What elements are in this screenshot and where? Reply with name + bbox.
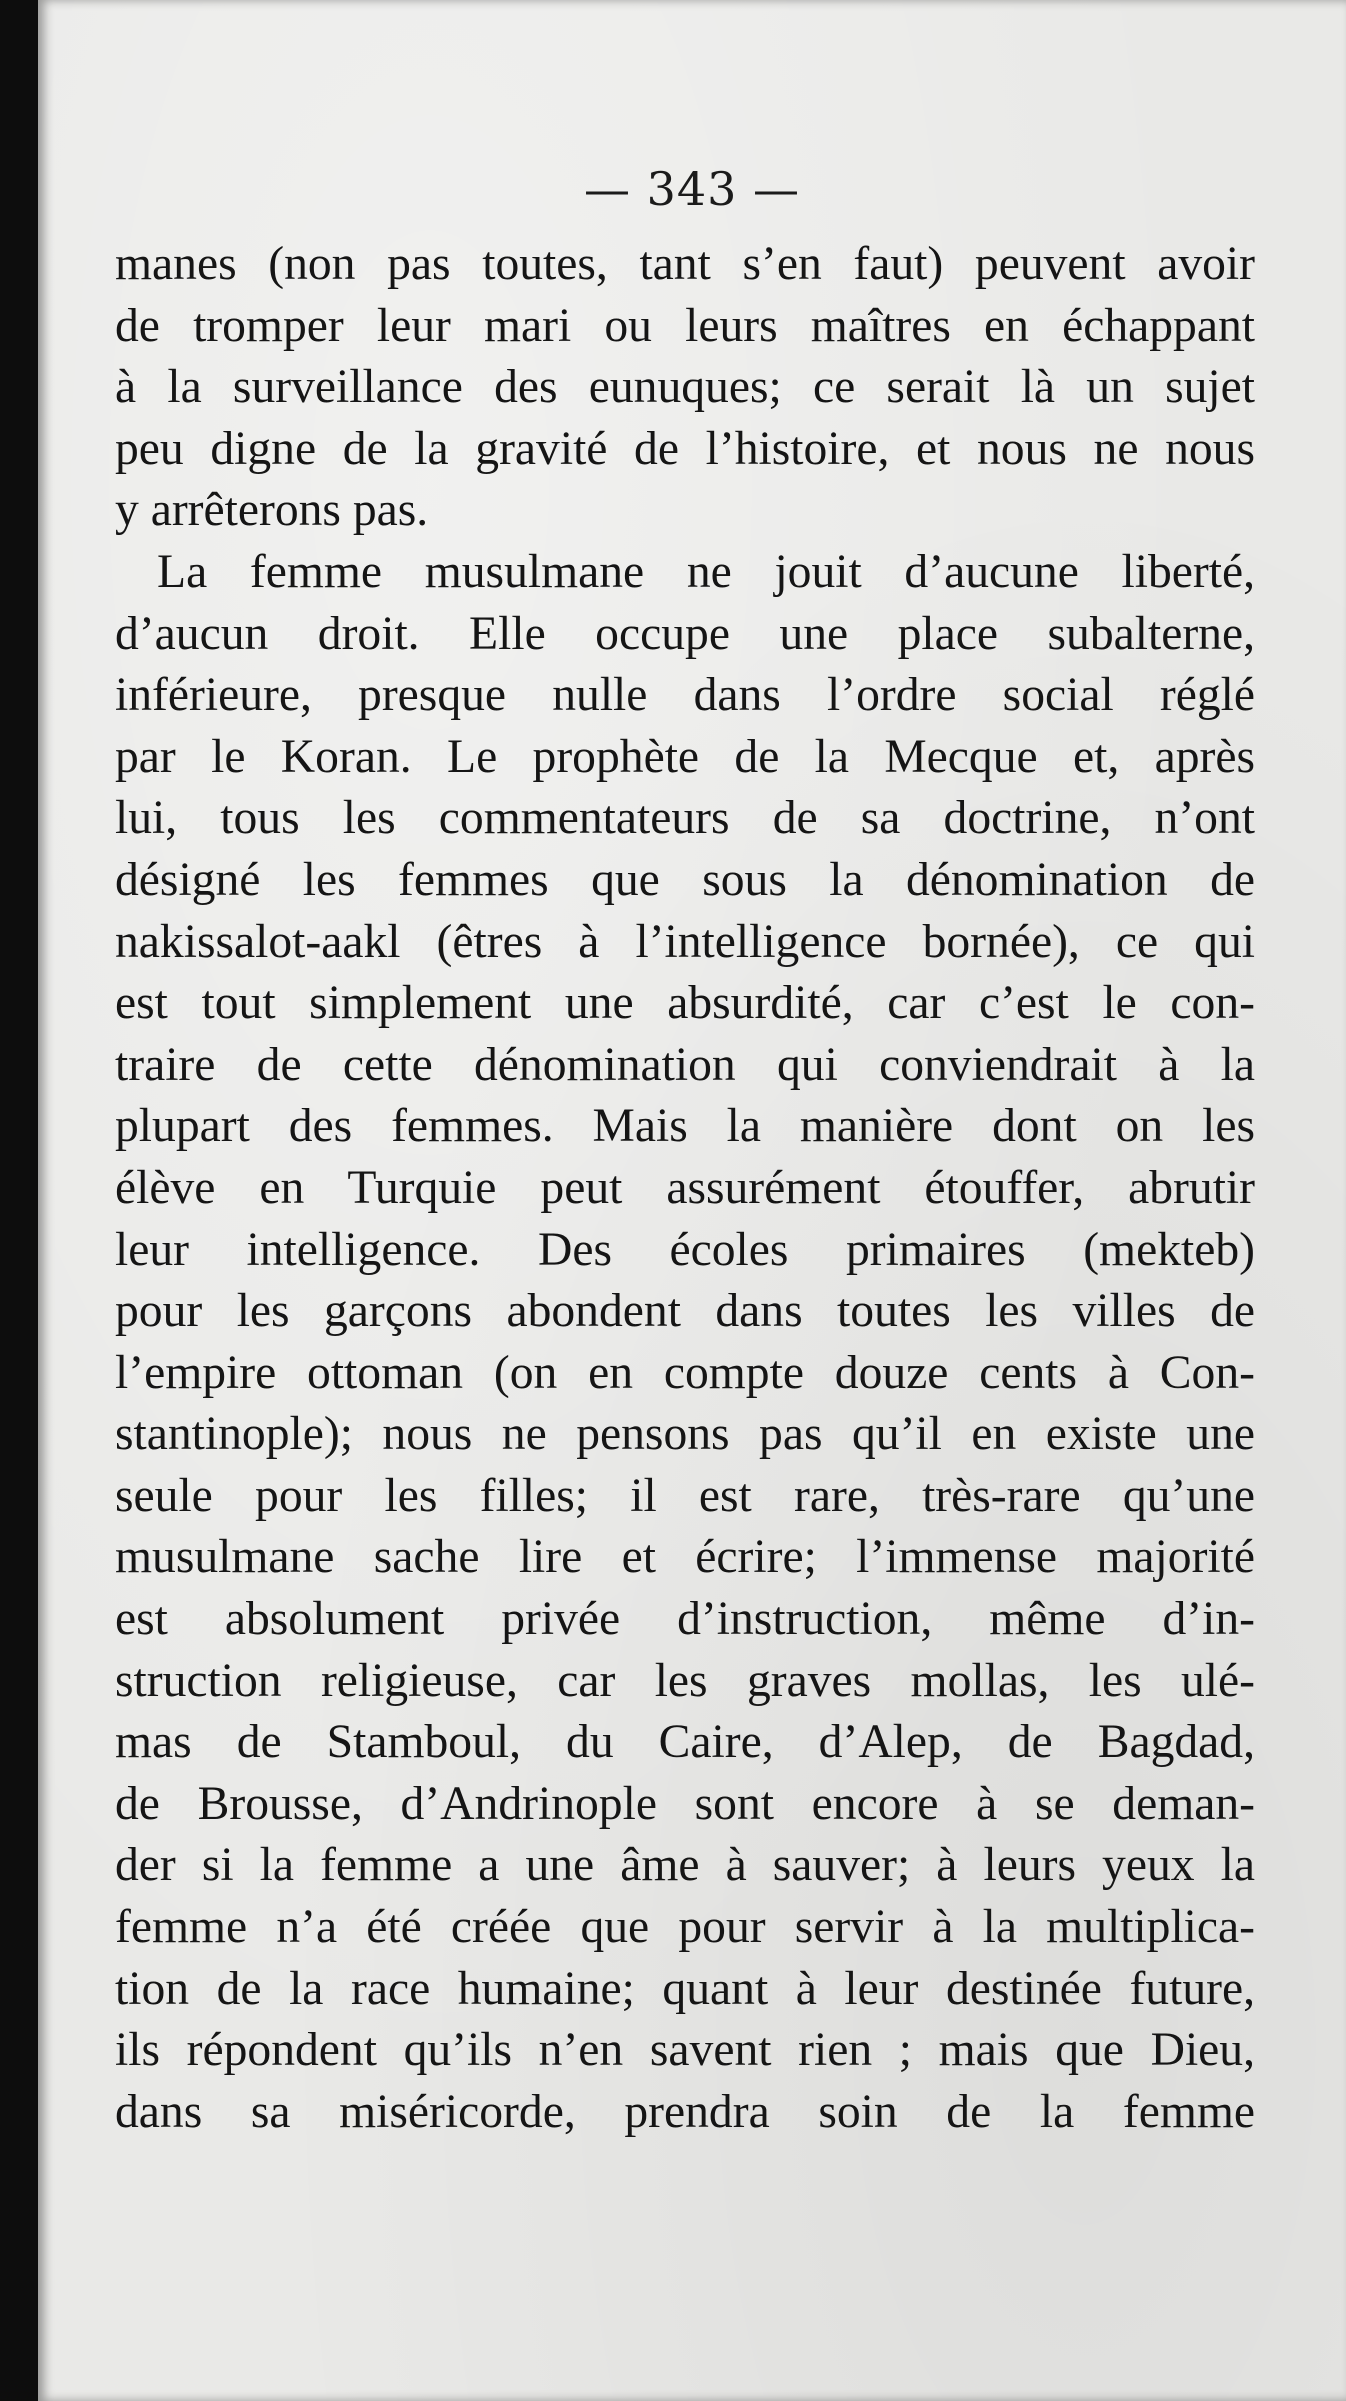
text-line-2: de tromper leur mari ou leurs maîtres en échappant	[115, 299, 1255, 352]
page-number: — 343 —	[583, 162, 801, 216]
text-line-23: est absolument privée d’instruction, même d’in-	[115, 1593, 1255, 1646]
text-line-10: lui, tous les commentateurs de sa doctrine, n’ont	[115, 792, 1255, 845]
text-line-3: à la surveillance des eunuques; ce serait là un sujet	[115, 361, 1255, 414]
text-line-5: y arrêterons pas.	[115, 484, 429, 537]
text-line-15: plupart des femmes. Mais la manière dont on les	[115, 1100, 1255, 1153]
text-line-11: désigné les femmes que sous la dénomination de	[115, 853, 1255, 906]
text-line-19: l’empire ottoman (on en compte douze cents à Con-	[115, 1346, 1255, 1399]
text-line-6: La femme musulmane ne jouit d’aucune liberté,	[157, 545, 1255, 598]
text-line-25: mas de Stamboul, du Caire, d’Alep, de Bagdad,	[115, 1716, 1255, 1769]
text-line-24: struction religieuse, car les graves mollas, les ulé-	[115, 1654, 1255, 1707]
book-page	[38, 0, 1346, 2401]
text-line-18: pour les garçons abondent dans toutes les villes de	[115, 1285, 1255, 1338]
text-line-7: d’aucun droit. Elle occupe une place subalterne,	[115, 607, 1255, 660]
text-line-26: de Brousse, d’Andrinople sont encore à se deman-	[115, 1777, 1255, 1830]
text-line-12: nakissalot-aakl (êtres à l’intelligence bornée), ce qui	[115, 915, 1255, 968]
text-line-16: élève en Turquie peut assurément étouffer, abrutir	[115, 1161, 1255, 1214]
text-line-31: dans sa miséricorde, prendra soin de la femme	[115, 2085, 1255, 2138]
text-line-30: ils répondent qu’ils n’en savent rien ; mais que Dieu,	[115, 2024, 1255, 2077]
text-line-28: femme n’a été créée que pour servir à la multiplica-	[115, 1901, 1255, 1954]
text-line-4: peu digne de la gravité de l’histoire, et nous ne nous	[115, 422, 1255, 475]
text-line-14: traire de cette dénomination qui conviendrait à la	[115, 1038, 1255, 1091]
body-text	[115, 234, 1255, 2143]
text-line-1: manes (non pas toutes, tant s’en faut) peuvent avoir	[115, 238, 1255, 290]
text-line-9: par le Koran. Le prophète de la Mecque et, après	[115, 730, 1255, 783]
text-line-22: musulmane sache lire et écrire; l’immense majorité	[115, 1531, 1255, 1584]
text-line-21: seule pour les filles; il est rare, très-rare qu’une	[115, 1469, 1255, 1522]
text-line-29: tion de la race humaine; quant à leur destinée future,	[115, 1962, 1255, 2015]
text-line-17: leur intelligence. Des écoles primaires (mekteb)	[115, 1223, 1255, 1276]
text-line-27: der si la femme a une âme à sauver; à leurs yeux la	[115, 1839, 1255, 1892]
text-line-8: inférieure, presque nulle dans l’ordre social réglé	[115, 669, 1255, 722]
text-line-13: est tout simplement une absurdité, car c’est le con-	[115, 977, 1255, 1030]
text-line-20: stantinople); nous ne pensons pas qu’il en existe une	[115, 1408, 1255, 1461]
